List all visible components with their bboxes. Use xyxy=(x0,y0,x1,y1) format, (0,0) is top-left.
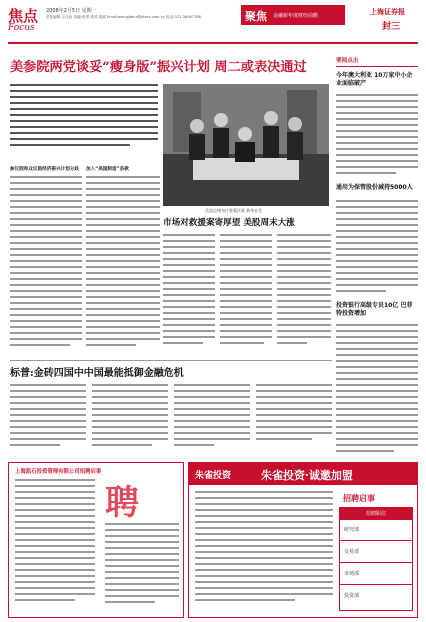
ad-left-company: 上海凯石投资管理有限公司招聘启事 xyxy=(15,469,102,475)
section-title-en: Focus xyxy=(8,23,35,33)
bottom-headline: 标普:金砖四国中中国最能抵御金融危机 xyxy=(10,368,184,379)
sidebar-item-title: 通用为保管股份减持5000人 xyxy=(336,184,413,191)
sidebar xyxy=(336,56,418,458)
left-section-head-2: 加入“美国制造”条款 xyxy=(86,167,129,172)
page-number: 封三 xyxy=(382,22,401,32)
masthead xyxy=(8,5,418,41)
ad-table-row: 研究部 xyxy=(344,527,360,533)
lead-paragraph xyxy=(10,84,158,162)
editor-line: 责任编辑:王佳伦 美编:张珺 校对:周斌 Email:wangjiahui@stock.com.cn 电话:021-38967788 xyxy=(46,15,201,19)
column-mark: 聚焦 xyxy=(245,10,267,23)
ad-right-slogan: 朱雀投资·诚邀加盟 xyxy=(261,469,353,482)
left-column-1 xyxy=(10,166,82,352)
ad-right-sub: 招聘启事 xyxy=(343,494,375,503)
ad-right-brand: 朱雀投资 xyxy=(195,471,232,481)
photo-illustration xyxy=(163,84,329,206)
sidebar-item-title: 投资银行高级专员10亿 巴菲特投资增加 xyxy=(336,302,413,317)
center-story xyxy=(163,216,331,352)
section-title: 焦点 xyxy=(8,7,39,25)
masthead-rule xyxy=(8,42,418,44)
ad-table-row: 交易部 xyxy=(344,549,360,555)
sidebar-header: 要闻点击 xyxy=(336,58,359,64)
main-headline: 美参院两党谈妥“瘦身版”振兴计划 周二或表决通过 xyxy=(10,60,307,75)
ad-right-table xyxy=(339,507,413,611)
ad-left xyxy=(8,462,184,618)
news-photo xyxy=(163,84,329,206)
date-line: 2008年2月5日 星期一 xyxy=(46,8,97,14)
sidebar-item-title: 今年澳大利亚 10万家中小企业面临破产 xyxy=(336,72,413,87)
ad-table-row: 投资部 xyxy=(344,593,360,599)
left-section-head-1: 参议院和众议院经济振兴计划分歧 xyxy=(10,167,79,172)
photo-caption: 美国总统布什签署法案 新华社发 xyxy=(205,208,263,213)
left-column-2 xyxy=(86,166,160,352)
column-subtitle: 金融新年度财经前瞻 xyxy=(273,13,319,19)
ad-table-head: 招聘职位 xyxy=(340,508,412,520)
column-banner xyxy=(241,5,345,25)
ad-left-brand: 聘 xyxy=(105,483,139,523)
newspaper-name: 上海证券报 xyxy=(370,8,405,16)
bottom-story-rule xyxy=(10,360,332,361)
ad-right xyxy=(188,462,418,618)
bottom-story xyxy=(10,384,332,456)
ad-table-row: 市场部 xyxy=(344,571,360,577)
center-subhead: 市场对救援案寄厚望 美股周末大涨 xyxy=(163,218,295,228)
